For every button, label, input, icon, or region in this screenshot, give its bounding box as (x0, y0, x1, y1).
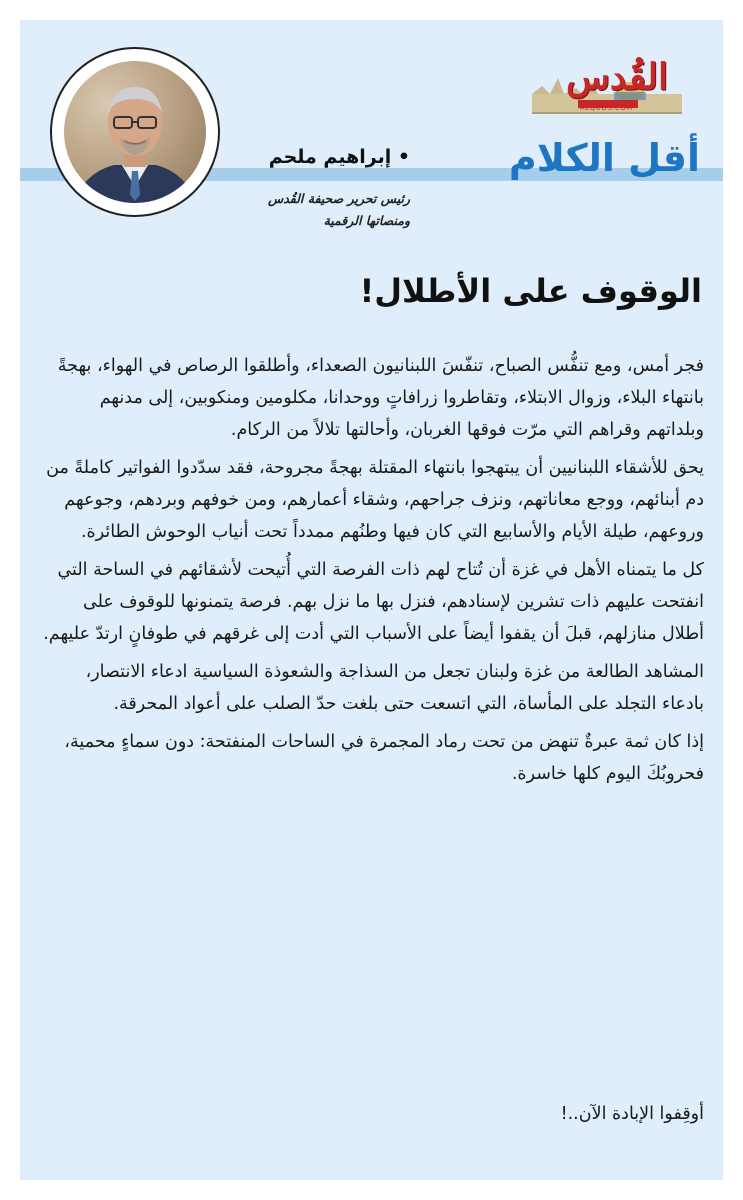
author-photo (50, 47, 220, 217)
article-closing: أوقِفوا الإبادة الآن..! (560, 1104, 704, 1124)
author-name: • إبراهيم ملحم (268, 146, 410, 168)
article-paragraph: فجر أمس، ومع تنفُّس الصباح، تنفّسَ اللبنانيون الصعداء، وأطلقوا الرصاص في الهواء، بهجةً بانتهاء البلاء، وزوال الابتلاء، وتقاطروا زرافاتٍ ووحدانا، مكلومين ومنكوبين، إلى مدنهم وبلداتهم وقراهم التي مرّت فوقها الغربان، وأحالتها تلالاً من الركام. (57, 356, 704, 440)
author-role-line1: رئيس تحرير صحيفة القُدس (267, 191, 410, 206)
article-headline: الوقوف على الأطلال! (359, 272, 702, 310)
article-paragraph: المشاهد الطالعة من غزة ولبنان تجعل من السذاجة والشعوذة السياسية ادعاء الانتصار، بادعاء التجلد على المأساة، التي اتسعت حتى بلغت حدّ الصلب على أعواد المحرقة. (85, 662, 704, 714)
logo-wordmark: القُدس (565, 56, 668, 98)
column-page (20, 20, 723, 1180)
alquds-logo (518, 48, 694, 126)
author-portrait (64, 61, 206, 203)
person-portrait-icon (64, 61, 206, 203)
article-paragraph: كل ما يتمناه الأهل في غزة أن تُتاح لهم ذات الفرصة التي أُتيحت لأشقائهم في الساحة التي انفتحت عليهم ذات تشرين لإسنادهم، فنزل بها ما نزل بهم. فرصة يتمنونها للوقوف على أطلال منازلهم، قبلَ أن يقفوا أيضاً على الأسباب التي أدت إلى غرقهم في طوفانٍ ارتدّ عليهم. (43, 560, 704, 644)
article-paragraph: يحق للأشقاء اللبنانيين أن يبتهجوا بانتهاء المقتلة بهجةً مجروحة، فقد سدّدوا الفواتير كاملةً من دم أبنائهم، ووجع معاناتهم، ونزف جراحهم، وشقاء أعمارهم، ومن خوفهم وبردهم، وجوعهم وروعهم، طيلة الأيام والأسابيع التي كان فيها وطنُهم ممدداً تحت أنياب الوحوش الطائرة. (46, 458, 704, 542)
article-body (42, 350, 704, 796)
author-role (210, 188, 410, 232)
author-role-line2: ومنصاتها الرقمية (323, 213, 410, 228)
column-title: أقل الكلام (508, 136, 700, 180)
article-paragraph: إذا كان ثمة عبرةٌ تنهض من تحت رماد المجمرة في الساحات المنفتحة: دون سماءٍ محمية، فحروبُكَ اليوم كلها خاسرة. (64, 732, 704, 784)
logo-site-label: ALQUDS.COM (580, 104, 633, 112)
